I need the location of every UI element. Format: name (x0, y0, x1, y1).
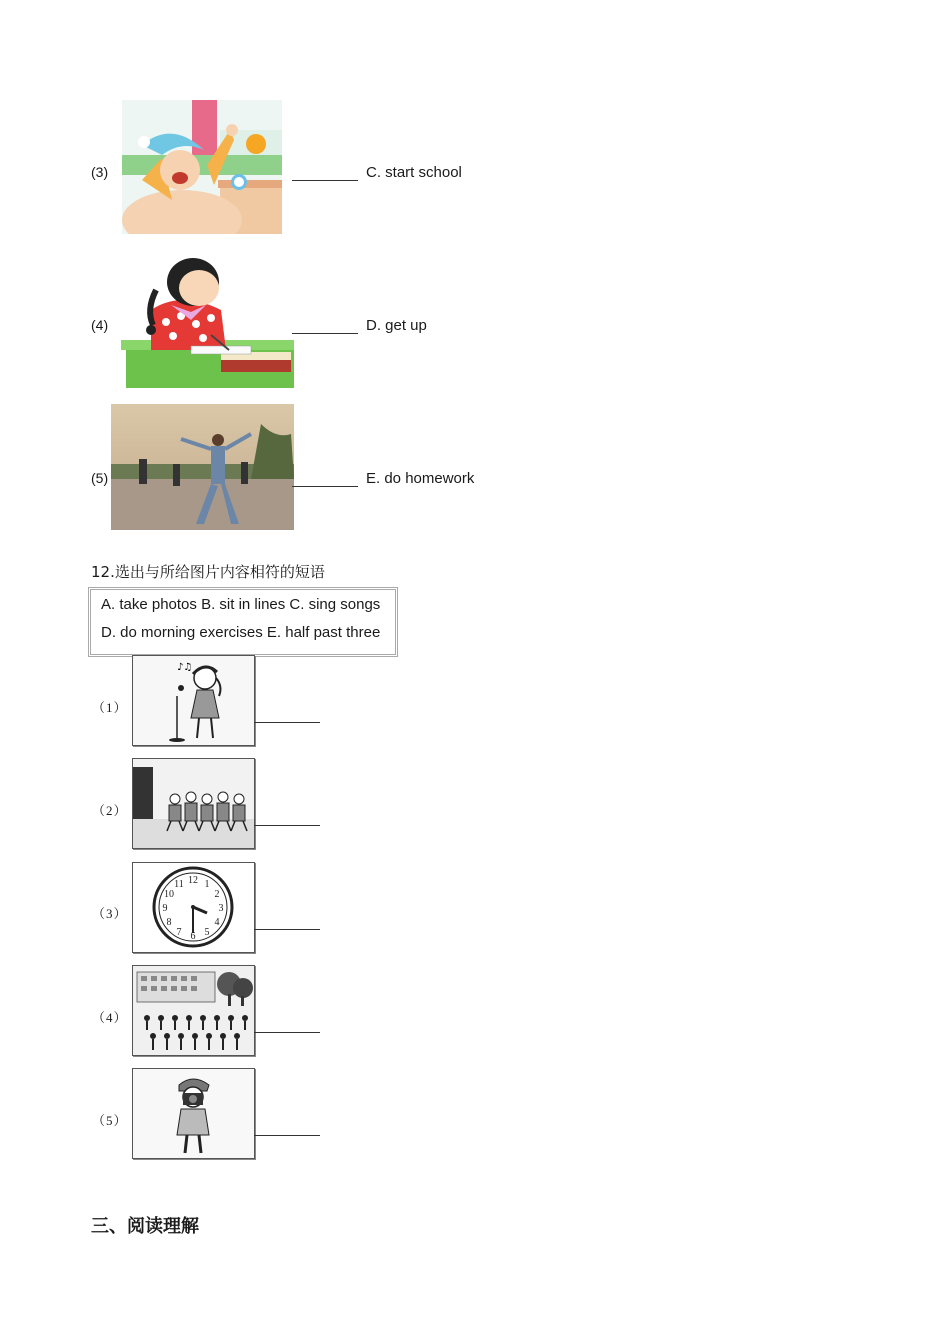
option-e: E. do homework (366, 470, 475, 487)
girl-doing-homework-picture (111, 250, 294, 388)
question-12-title: 12.选出与所给图片内容相符的短语 (91, 563, 325, 581)
item-number-5: (5) (91, 470, 109, 486)
answer-blank-3[interactable] (292, 168, 358, 186)
options-line-2: D. do morning exercises E. half past three (101, 624, 381, 641)
morning-exercises-picture (132, 965, 255, 1056)
answer-blank-4[interactable] (292, 321, 358, 339)
clock-digit-10: 10 (164, 889, 174, 900)
q12-answer-blank-4[interactable] (254, 1020, 320, 1038)
clock-digit-4: 4 (214, 917, 220, 928)
svg-text:♪♫: ♪♫ (177, 662, 193, 673)
q12-answer-blank-3[interactable] (254, 917, 320, 935)
boy-waking-up-picture (122, 100, 282, 234)
boy-taking-photo-picture (132, 1068, 255, 1159)
clock-digit-9: 9 (162, 903, 168, 914)
q12-item-number-3: （3） (92, 906, 128, 921)
girl-singing-picture (132, 655, 255, 746)
q12-answer-blank-5[interactable] (254, 1123, 320, 1141)
clock-half-past-three-picture (132, 862, 255, 953)
q12-item-number-1: （1） (92, 700, 128, 715)
item-number-4: (4) (91, 317, 109, 333)
q12-item-number-2: （2） (92, 803, 128, 818)
people-doing-taichi-picture (111, 404, 294, 530)
clock-digit-5: 5 (204, 927, 210, 938)
options-line-1: A. take photos B. sit in lines C. sing songs (101, 596, 381, 613)
item-number-3: (3) (91, 164, 109, 180)
option-c: C. start school (366, 164, 462, 181)
clock-digit-3: 3 (218, 903, 224, 914)
clock-digit-2: 2 (214, 889, 220, 900)
answer-blank-5[interactable] (292, 474, 358, 492)
q12-item-number-4: （4） (92, 1010, 128, 1025)
section-3-title: 三、阅读理解 (91, 1216, 199, 1237)
options-box (88, 587, 398, 657)
clock-digit-6: 6 (190, 931, 196, 942)
q12-answer-blank-1[interactable] (254, 710, 320, 728)
q12-item-number-5: （5） (92, 1113, 128, 1128)
children-sitting-in-lines-picture (132, 758, 255, 849)
clock-digit-7: 7 (176, 927, 182, 938)
option-d: D. get up (366, 317, 427, 334)
clock-digit-11: 11 (174, 879, 184, 890)
clock-digit-1: 1 (204, 879, 210, 890)
clock-digit-8: 8 (166, 917, 172, 928)
clock-digit-12: 12 (188, 875, 198, 886)
q12-answer-blank-2[interactable] (254, 813, 320, 831)
